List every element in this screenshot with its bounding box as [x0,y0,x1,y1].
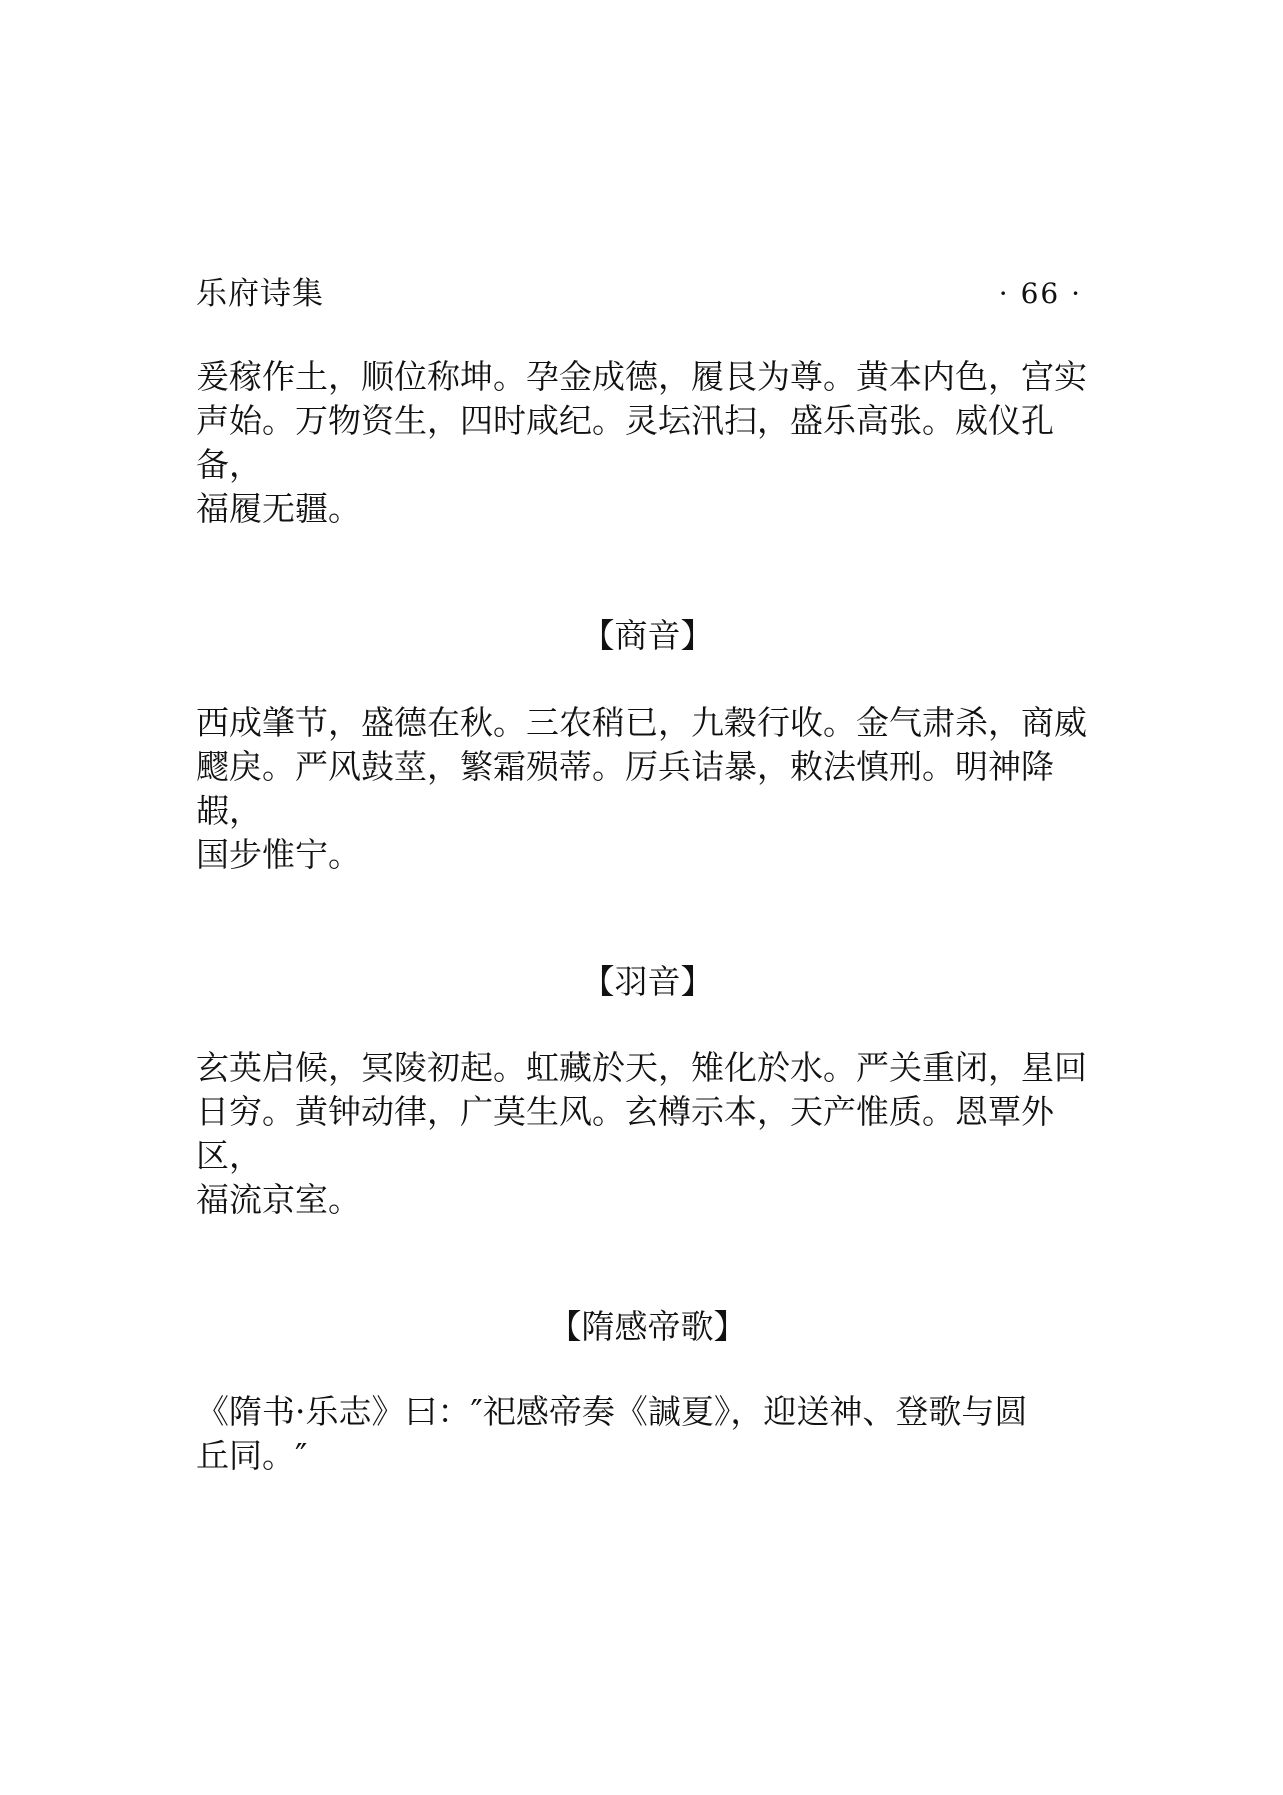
poem-paragraph-shang: 西成肇节，盛德在秋。三农稍已，九穀行收。金气肃杀，商威 飂戾。严风鼓莖，繁霜殒蒂。厉兵诘暴，敕法慎刑。明神降嘏， 国步惟宁。 [196,703,1087,874]
section-heading-sui-gandi: 【隋感帝歌】 [548,1307,747,1346]
page-number: · 66 · [998,277,1082,310]
note-paragraph-sui-gandi: 《隋书·乐志》曰：″祀感帝奏《諴夏》，迎送神、登歌与圆 丘同。″ [196,1392,1028,1475]
page-header [196,272,1082,316]
book-title: 乐府诗集 [196,276,324,312]
poem-paragraph-gong: 爰稼作土，顺位称坤。孕金成德，履艮为尊。黄本内色，宫实 声始。万物资生，四时咸纪。灵坛汛扫，盛乐高张。威仪孔备， 福履无疆。 [196,357,1087,528]
section-heading-shang: 【商音】 [581,616,714,655]
poem-paragraph-yu: 玄英启候，冥陵初起。虹藏於天，雉化於水。严关重闭，星回 日穷。黄钟动律，广莫生风。玄樽示本，天产惟质。恩覃外区， 福流京室。 [196,1048,1087,1219]
section-heading-yu: 【羽音】 [581,962,714,1001]
